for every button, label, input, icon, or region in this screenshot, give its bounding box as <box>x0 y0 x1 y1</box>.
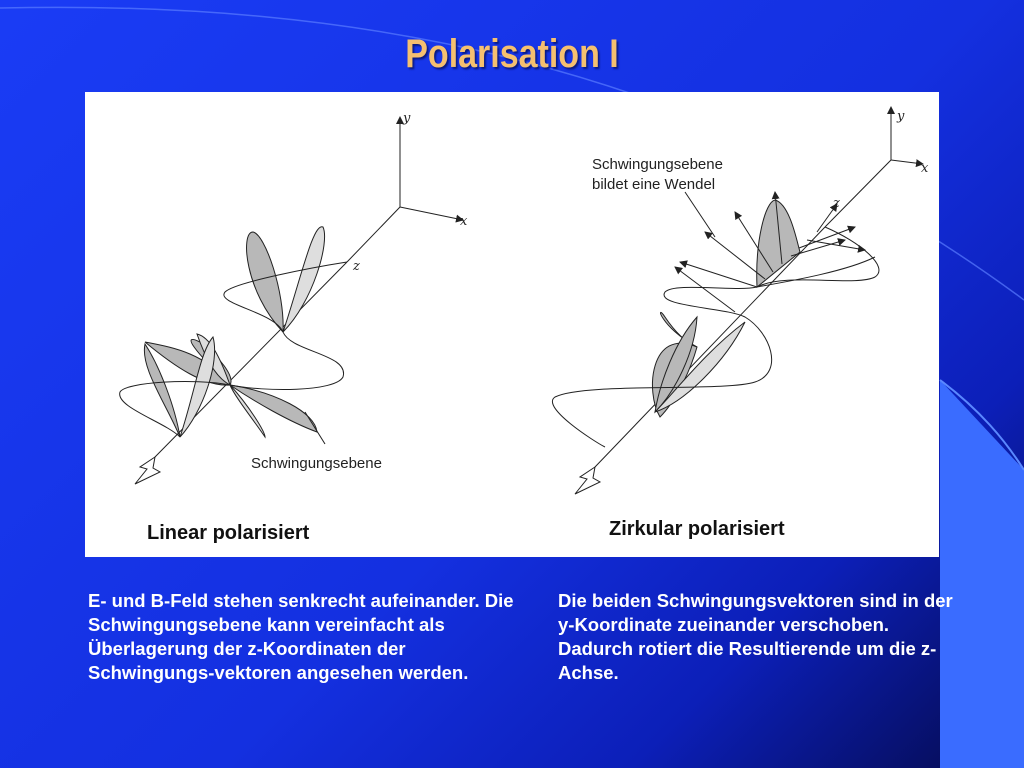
left-axis-z-label: z <box>353 259 360 274</box>
polarisation-figure <box>85 92 939 557</box>
left-caption: Linear polarisiert <box>147 522 310 544</box>
left-annotation: Schwingungsebene <box>251 455 382 472</box>
right-axis-z-label: z <box>833 196 840 211</box>
left-description: E- und B-Feld stehen senkrecht aufeinander. Die Schwingungsebene kann vereinfacht als Überlagerung der z-Koordinaten der Schwingungs-vektoren angesehen werden. <box>88 590 514 683</box>
left-axis-y-label: y <box>403 111 411 126</box>
right-axis-y-label: y <box>897 109 905 124</box>
linear-polarisation-diagram <box>120 117 463 484</box>
left-axis-x-label: x <box>460 214 468 229</box>
right-description: Die beiden Schwingungsvektoren sind in der y-Koordinate zueinander verschoben. Dadurch rotiert die Resultierende um die z-Achse. <box>558 590 953 683</box>
right-annotation-line2: bildet eine Wendel <box>592 176 716 193</box>
slide-title: Polarisation I <box>405 32 619 76</box>
figure-panel <box>85 92 939 557</box>
right-annotation-line1: Schwingungsebene <box>592 156 723 173</box>
right-axis-x-label: x <box>921 161 929 176</box>
right-caption: Zirkular polarisiert <box>609 518 785 540</box>
